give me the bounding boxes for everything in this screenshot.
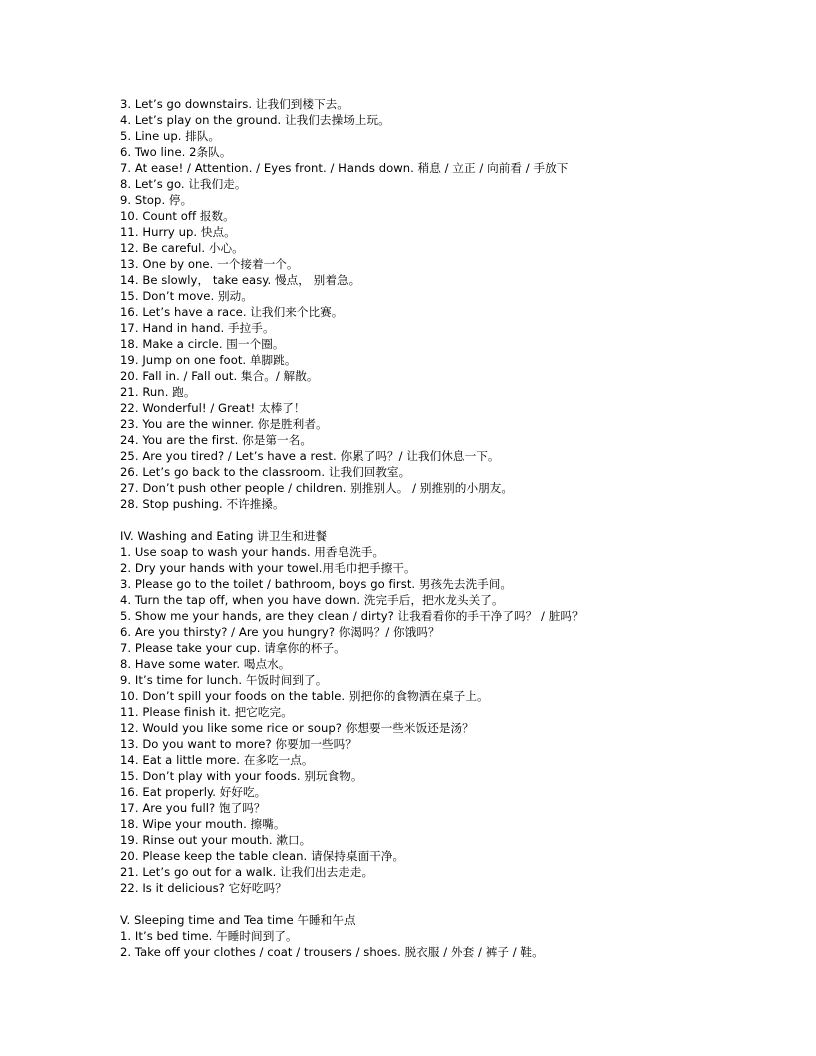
list-item: 19. Rinse out your mouth. 漱口。 bbox=[120, 833, 312, 847]
list-item: 5. Show me your hands, are they clean / dirty? 让我看看你的手干净了吗？ / 脏吗？ bbox=[120, 609, 584, 623]
list-item: 6. Are you thirsty? / Are you hungry? 你渴吗？/ 你饿吗？ bbox=[120, 625, 440, 639]
list-item: 6. Two line. 2条队。 bbox=[120, 145, 232, 159]
list-item: 14. Eat a little more. 在多吃一点。 bbox=[120, 753, 314, 767]
list-item: 2. Dry your hands with your towel.用毛巾把手擦干。 bbox=[120, 561, 416, 575]
list-item: 28. Stop pushing. 不许推搡。 bbox=[120, 497, 285, 511]
list-item: 18. Wipe your mouth. 擦嘴。 bbox=[120, 817, 286, 831]
list-item: 15. Don’t play with your foods. 别玩食物。 bbox=[120, 769, 363, 783]
list-item: 1. Use soap to wash your hands. 用香皂洗手。 bbox=[120, 545, 385, 559]
list-item: 7. Please take your cup. 请拿你的杯子。 bbox=[120, 641, 346, 655]
list-item: 20. Please keep the table clean. 请保持桌面干净。 bbox=[120, 849, 405, 863]
list-item: 10. Count off 报数。 bbox=[120, 209, 235, 223]
list-item: 8. Let’s go. 让我们走。 bbox=[120, 177, 247, 191]
list-item: 17. Are you full? 饱了吗？ bbox=[120, 801, 266, 815]
list-item: 23. You are the winner. 你是胜利者。 bbox=[120, 417, 328, 431]
list-item: 25. Are you tired? / Let’s have a rest. 你累了吗？/ 让我们休息一下。 bbox=[120, 449, 500, 463]
list-item: 18. Make a circle. 围一个圈。 bbox=[120, 337, 285, 351]
list-item: 19. Jump on one foot. 单脚跳。 bbox=[120, 353, 297, 367]
list-item: 2. Take off your clothes / coat / trousers / shoes. 脱衣服 / 外套 / 裤子 / 鞋。 bbox=[120, 945, 544, 959]
list-item: 14. Be slowly， take easy. 慢点， 别着急。 bbox=[120, 273, 361, 287]
document-page bbox=[120, 96, 780, 960]
list-item: 22. Wonderful! / Great! 太棒了！ bbox=[120, 401, 306, 415]
list-item: 16. Eat properly. 好好吃。 bbox=[120, 785, 267, 799]
list-item: 21. Let’s go out for a walk. 让我们出去走走。 bbox=[120, 865, 374, 879]
section-heading: IV. Washing and Eating 讲卫生和进餐 bbox=[120, 529, 328, 543]
section-outdoor-list bbox=[120, 96, 780, 512]
list-item: 17. Hand in hand. 手拉手。 bbox=[120, 321, 275, 335]
section-washing-eating bbox=[120, 528, 780, 896]
list-item: 13. Do you want to more? 你要加一些吗？ bbox=[120, 737, 357, 751]
list-item: 13. One by one. 一个接着一个。 bbox=[120, 257, 299, 271]
list-item: 8. Have some water. 喝点水。 bbox=[120, 657, 291, 671]
list-item: 9. Stop. 停。 bbox=[120, 193, 193, 207]
list-item: 15. Don’t move. 别动。 bbox=[120, 289, 253, 303]
list-item: 11. Hurry up. 快点。 bbox=[120, 225, 236, 239]
list-item: 4. Turn the tap off, when you have down. 洗完手后，把水龙头关了。 bbox=[120, 593, 504, 607]
section-spacer bbox=[120, 512, 780, 528]
list-item: 3. Please go to the toilet / bathroom, boys go first. 男孩先去洗手间。 bbox=[120, 577, 513, 591]
list-item: 9. It’s time for lunch. 午饭时间到了。 bbox=[120, 673, 328, 687]
list-item: 26. Let’s go back to the classroom. 让我们回教室。 bbox=[120, 465, 411, 479]
section-spacer bbox=[120, 896, 780, 912]
list-item: 10. Don’t spill your foods on the table. 别把你的食物洒在桌子上。 bbox=[120, 689, 489, 703]
list-item: 11. Please finish it. 把它吃完。 bbox=[120, 705, 293, 719]
list-item: 5. Line up. 排队。 bbox=[120, 129, 221, 143]
list-item: 4. Let’s play on the ground. 让我们去操场上玩。 bbox=[120, 113, 390, 127]
list-item: 21. Run. 跑。 bbox=[120, 385, 196, 399]
list-item: 16. Let’s have a race. 让我们来个比赛。 bbox=[120, 305, 344, 319]
list-item: 12. Would you like some rice or soup? 你想要一些米饭还是汤？ bbox=[120, 721, 474, 735]
list-item: 24. You are the first. 你是第一名。 bbox=[120, 433, 312, 447]
list-item: 22. Is it delicious? 它好吃吗？ bbox=[120, 881, 287, 895]
list-item: 27. Don’t push other people / children. 别推别人。 / 别推别的小朋友。 bbox=[120, 481, 514, 495]
section-heading: V. Sleeping time and Tea time 午睡和午点 bbox=[120, 913, 356, 927]
list-item: 7. At ease! / Attention. / Eyes front. / Hands down. 稍息 / 立正 / 向前看 / 手放下 bbox=[120, 161, 569, 175]
list-item: 20. Fall in. / Fall out. 集合。/ 解散。 bbox=[120, 369, 319, 383]
list-item: 1. It’s bed time. 午睡时间到了。 bbox=[120, 929, 298, 943]
list-item: 12. Be careful. 小心。 bbox=[120, 241, 244, 255]
list-item: 3. Let’s go downstairs. 让我们到楼下去。 bbox=[120, 97, 349, 111]
section-sleeping-tea bbox=[120, 912, 780, 960]
